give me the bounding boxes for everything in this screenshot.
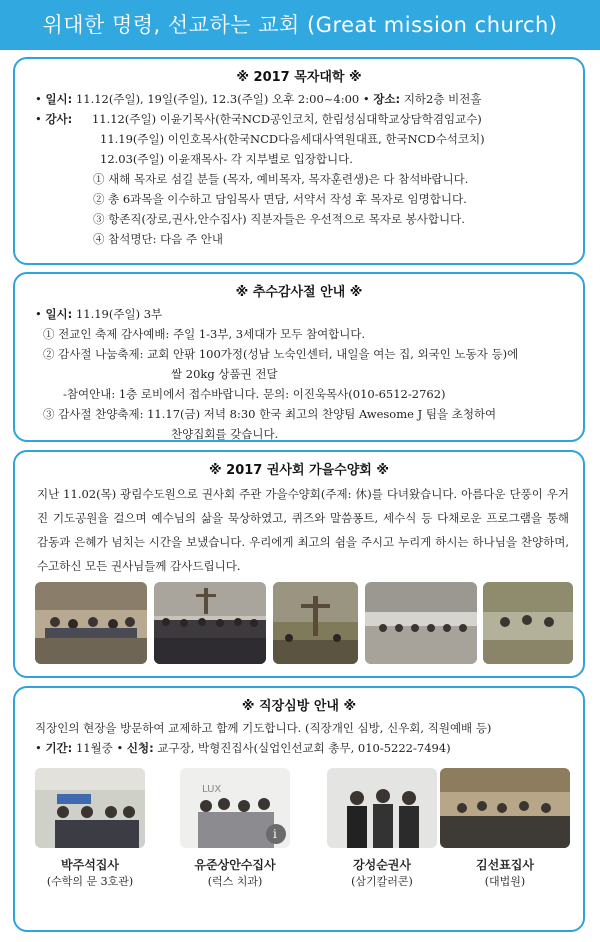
intro-line: 직장인의 현장을 방문하여 교제하고 함께 기도합니다. (직장개인 심방, 신우회, 직원예배 등) [35, 721, 492, 735]
item-line: 찬양집회를 갖습니다. [171, 427, 279, 441]
section-title: ※ 추수감사절 안내 ※ [235, 285, 363, 300]
period-line: • 기간: 11월중 • 신청: 교구장, 박형진집사(실업인선교회 총무, 010-5222-7494) [35, 741, 451, 755]
visit-photo-1 [35, 768, 145, 848]
visit-photo-3 [327, 768, 437, 848]
retreat-photo-3 [273, 582, 358, 664]
item-line: ① 전교인 축제 감사예배: 주일 1-3부, 3세대가 모두 참여합니다. [43, 327, 366, 341]
date-line: • 일시: 11.12(주일), 19일(주일), 12.3(주일) 오후 2:00~4:00 • 장소: 지하2층 비전홀 [35, 92, 482, 106]
retreat-paragraph: 지난 11.02(목) 광림수도원으로 권사회 주관 가을수양회(주제: 休)를 다녀왔습니다. 아름다운 단풍이 우거진 기도공원을 걸으며 예수님의 삶을 묵상하였고, 퀴즈와 말씀퐁트, 세수식 등 다채로운 프로그램을 통해 감동과 은혜가 넘치는 시간을 보냈습니다. 우리에게 최고의 쉼을 주시고 누리게 하시는 하나님을 찬양하며, 수고하신 모든 권사님들께 감사드립니다. [37, 487, 569, 573]
section-workplace-visit [13, 686, 585, 932]
note-line: ① 새해 목자로 섬길 분들 (목자, 예비목자, 목자훈련생)은 다 참석바랍니다. [93, 172, 469, 186]
visit-caption-3: 강성순권사 (삼기칼러콘) [351, 858, 413, 888]
visit-caption-2: 유준상안수집사 (럭스 치과) [194, 858, 276, 888]
item-line: 쌀 20kg 상품권 전달 [171, 367, 278, 381]
banner-title: 위대한 명령, 선교하는 교회 (Great mission church) [0, 0, 600, 50]
date-line: • 일시: 11.19(주일) 3부 [35, 307, 163, 321]
section-title: ※ 2017 목자대학 ※ [236, 70, 362, 85]
section-thanksgiving [13, 272, 585, 442]
retreat-photo-1 [35, 582, 147, 664]
lux-sign: LUX [202, 784, 222, 795]
visit-photo-4 [440, 768, 570, 848]
section-title: ※ 직장심방 안내 ※ [241, 699, 357, 714]
lecturer-line: 12.03(주일) 이윤재목사- 각 지부별로 입장합니다. [100, 152, 353, 166]
note-line: ③ 항존직(장로,권사,안수집사) 직분자들은 우선적으로 목자로 봉사합니다. [93, 212, 465, 226]
retreat-photo-2 [154, 582, 266, 664]
visit-photo-2 [180, 768, 290, 848]
section-retreat [13, 450, 585, 678]
svg-text:i: i [273, 827, 277, 841]
section-title: ※ 2017 권사회 가을수양회 ※ [208, 463, 390, 478]
retreat-photo-4 [365, 582, 477, 664]
section-pastor-college [13, 57, 585, 265]
note-line: ④ 참석명단: 다음 주 안내 [93, 232, 223, 246]
item-line: ③ 감사절 찬양축제: 11.17(금) 저녁 8:30 한국 최고의 찬양팀 Awesome J 팀을 초청하여 [43, 407, 497, 421]
item-line: ② 감사절 나눔축제: 교회 안팎 100가정(성남 노숙인센터, 내일을 여는 집, 외국인 노동자 등)에 [43, 347, 519, 361]
visit-caption-1: 박주석집사 (수학의 문 3호관) [46, 858, 134, 888]
lecturer-line: 11.19(주일) 이인호목사(한국NCD다음세대사역원대표, 한국NCD수석코치) [100, 132, 485, 146]
note-line: ② 총 6과목을 이수하고 담임목사 면담, 서약서 작성 후 목자로 임명합니다. [93, 192, 467, 206]
item-line: -참여안내: 1층 로비에서 접수바랍니다. 문의: 이진욱목사(010-6512-2762) [63, 387, 446, 401]
lecturer-line: • 강사: 11.12(주일) 이윤기목사(한국NCD공인코치, 한림성심대학교상담학겸임교수) [35, 112, 482, 126]
retreat-photo-5 [483, 582, 573, 664]
visit-caption-4: 김선표집사 (대법원) [476, 858, 534, 888]
